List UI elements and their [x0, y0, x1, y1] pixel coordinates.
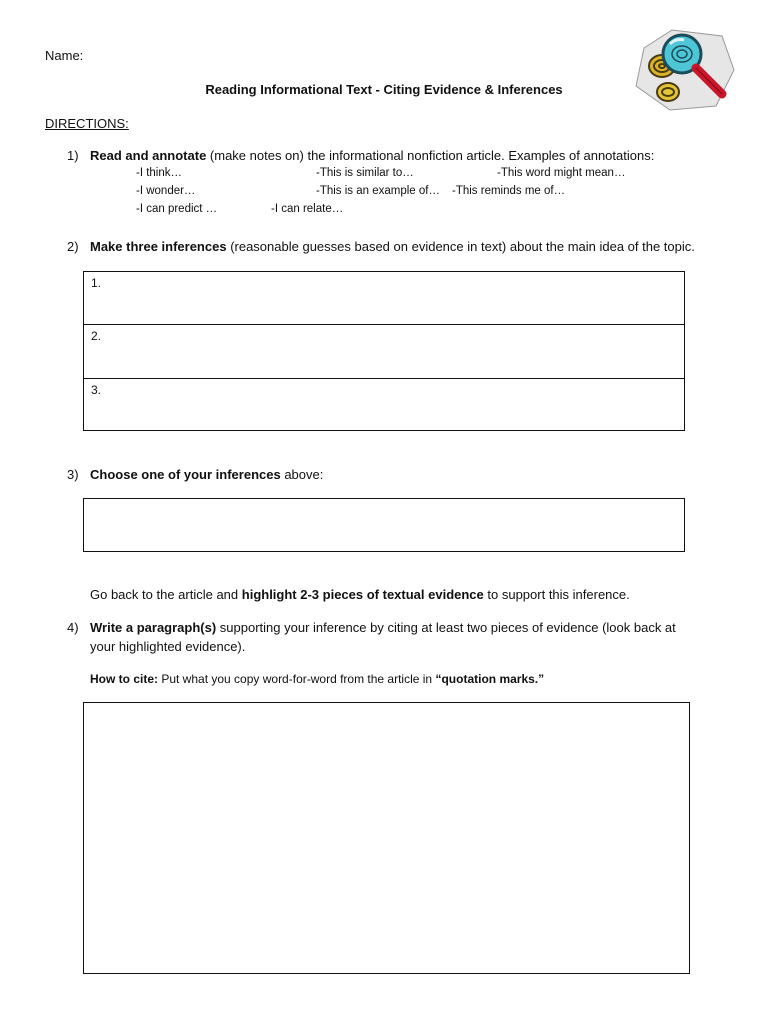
page-title: Reading Informational Text - Citing Evidence & Inferences	[205, 82, 563, 97]
example-i-think: -I think…	[136, 167, 183, 179]
item-4-instruction	[90, 620, 676, 635]
item-4-line-2: your highlighted evidence).	[90, 639, 246, 654]
item-3-number: 3)	[67, 467, 79, 482]
example-wonder: -I wonder…	[136, 185, 196, 197]
magnifying-glass-icon	[630, 26, 738, 112]
highlight-post: to support this inference.	[483, 587, 630, 602]
item-2-instruction	[90, 239, 695, 254]
item-1-instruction	[90, 148, 654, 163]
item-4-number: 4)	[67, 620, 79, 635]
name-label: Name:	[45, 48, 84, 63]
item-1-rest: (make notes on) the informational nonfiction article. Examples of annotations:	[206, 148, 655, 163]
example-word-mean: -This word might mean…	[497, 167, 626, 179]
highlight-pre: Go back to the article and	[90, 587, 242, 602]
inference-row-1-label: 1.	[91, 276, 102, 290]
inference-row-2[interactable]	[84, 325, 684, 379]
chosen-inference-box[interactable]	[83, 498, 685, 552]
item-4-rest: supporting your inference by citing at least two pieces of evidence (look back at	[216, 620, 676, 635]
highlight-instruction	[90, 587, 630, 602]
how-to-cite-text: Put what you copy word-for-word from the article in	[158, 672, 436, 686]
example-reminds: -This reminds me of…	[452, 185, 566, 197]
item-2-bold: Make three inferences	[90, 239, 227, 254]
inference-row-1[interactable]	[84, 272, 684, 325]
item-2-rest: (reasonable guesses based on evidence in text) about the main idea of the topic.	[226, 239, 695, 254]
paragraph-answer-box[interactable]	[83, 702, 690, 974]
how-to-cite-label: How to cite:	[90, 672, 158, 686]
inferences-table	[83, 271, 685, 431]
inference-row-2-label: 2.	[91, 329, 102, 343]
example-example-of: -This is an example of…	[316, 185, 440, 197]
item-3-instruction	[90, 467, 323, 482]
quotation-marks-text: “quotation marks.”	[435, 672, 545, 686]
how-to-cite	[90, 672, 544, 686]
highlight-bold: highlight 2-3 pieces of textual evidence	[241, 587, 484, 602]
example-relate: -I can relate…	[271, 203, 344, 215]
example-similar: -This is similar to…	[316, 167, 414, 179]
item-2-number: 2)	[67, 239, 79, 254]
item-4-bold: Write a paragraph(s)	[90, 620, 217, 635]
item-3-bold: Choose one of your inferences	[90, 467, 281, 482]
item-3-rest: above:	[280, 467, 324, 482]
item-1-bold: Read and annotate	[90, 148, 207, 163]
item-1-number: 1)	[67, 148, 79, 163]
inference-row-3-label: 3.	[91, 383, 102, 397]
directions-heading: DIRECTIONS:	[45, 116, 129, 131]
example-predict: -I can predict …	[136, 203, 218, 215]
inference-row-3[interactable]	[84, 379, 684, 431]
